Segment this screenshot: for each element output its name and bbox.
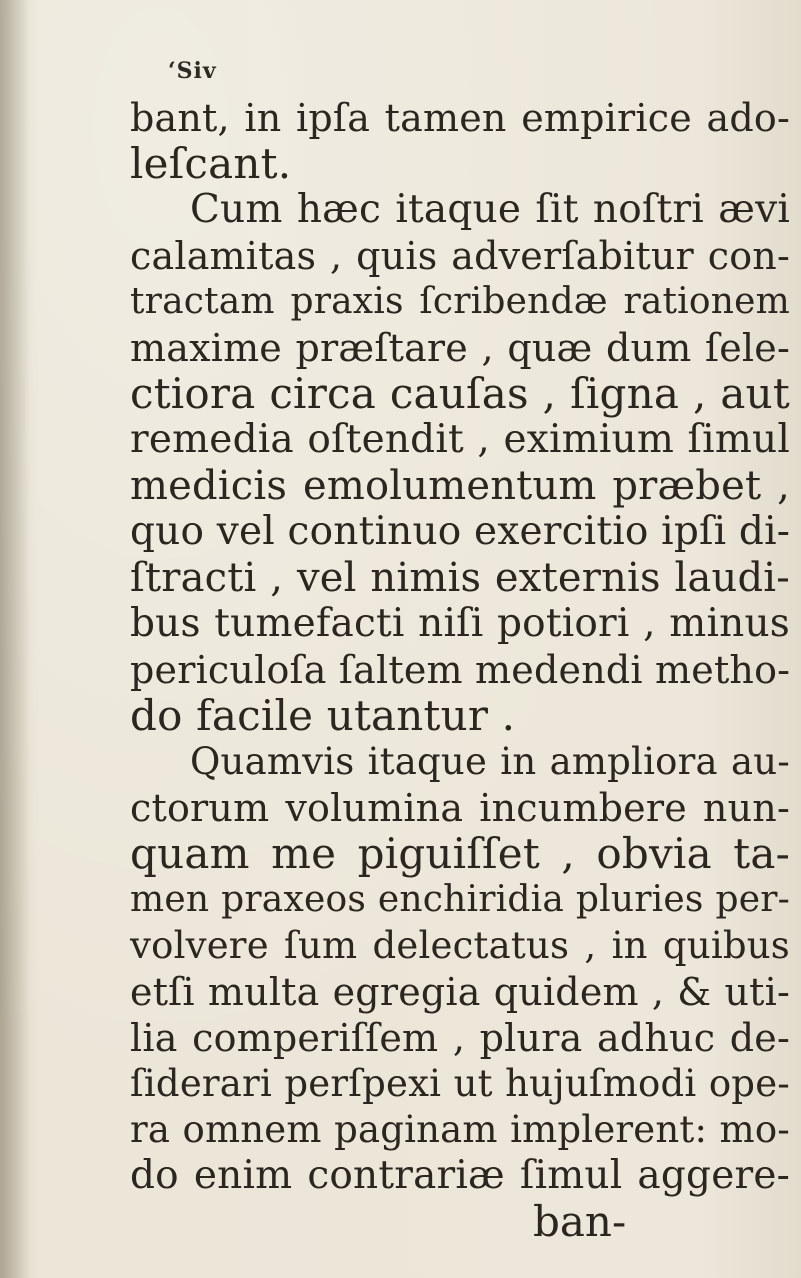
text-line: ſtracti , vel nimis externis laudi-	[130, 555, 790, 601]
text-line: ſiderari perſpexi ut hujuſmodi ope-	[130, 1062, 790, 1105]
text-line: maxime præſtare , quæ dum ſele-	[130, 326, 790, 370]
text-line: ctorum volumina incumbere nun-	[130, 786, 790, 830]
text-line: do facile utantur .	[130, 691, 516, 740]
text-line: do enim contrariæ ſimul aggere-	[130, 1153, 790, 1198]
text-line: tractam praxis ſcribendæ rationem	[130, 281, 790, 322]
text-line: volvere ſum delectatus , in quibus	[130, 924, 790, 967]
text-line: ra omnem paginam implerent: mo-	[130, 1108, 790, 1151]
text-line: ctiora circa cauſas , ſigna , aut	[130, 369, 790, 418]
text-line: quo vel continuo exercitio ipſi di-	[130, 509, 791, 554]
text-line: Cum hæc itaque ſit noſtri ævi	[190, 187, 790, 232]
page-gutter-shadow	[0, 0, 30, 1278]
text-line: etſi multa egregia quidem , & uti-	[130, 970, 790, 1014]
text-line: Quamvis itaque in ampliora au-	[190, 740, 790, 783]
text-line: calamitas , quis adverſabitur con-	[130, 234, 790, 278]
text-line: medicis emolumentum præbet ,	[130, 463, 790, 509]
text-line: bant, in ipſa tamen empirice ado-	[130, 96, 790, 140]
text-line: quam me piguiſſet , obvia ta-	[130, 829, 790, 878]
catchword: ban-	[533, 1197, 627, 1246]
signature-mark: ʻSiv	[168, 58, 217, 84]
text-line: remedia oſtendit , eximium ſimul	[130, 417, 790, 462]
text-line: men praxeos enchiridia pluries per-	[130, 879, 790, 920]
text-line: periculoſa ſaltem medendi metho-	[130, 648, 791, 692]
text-line: leſcant.	[130, 139, 292, 188]
text-line: lia comperiſſem , plura adhuc de-	[130, 1016, 790, 1060]
text-line: bus tumefacti niſi potiori , minus	[130, 601, 790, 646]
